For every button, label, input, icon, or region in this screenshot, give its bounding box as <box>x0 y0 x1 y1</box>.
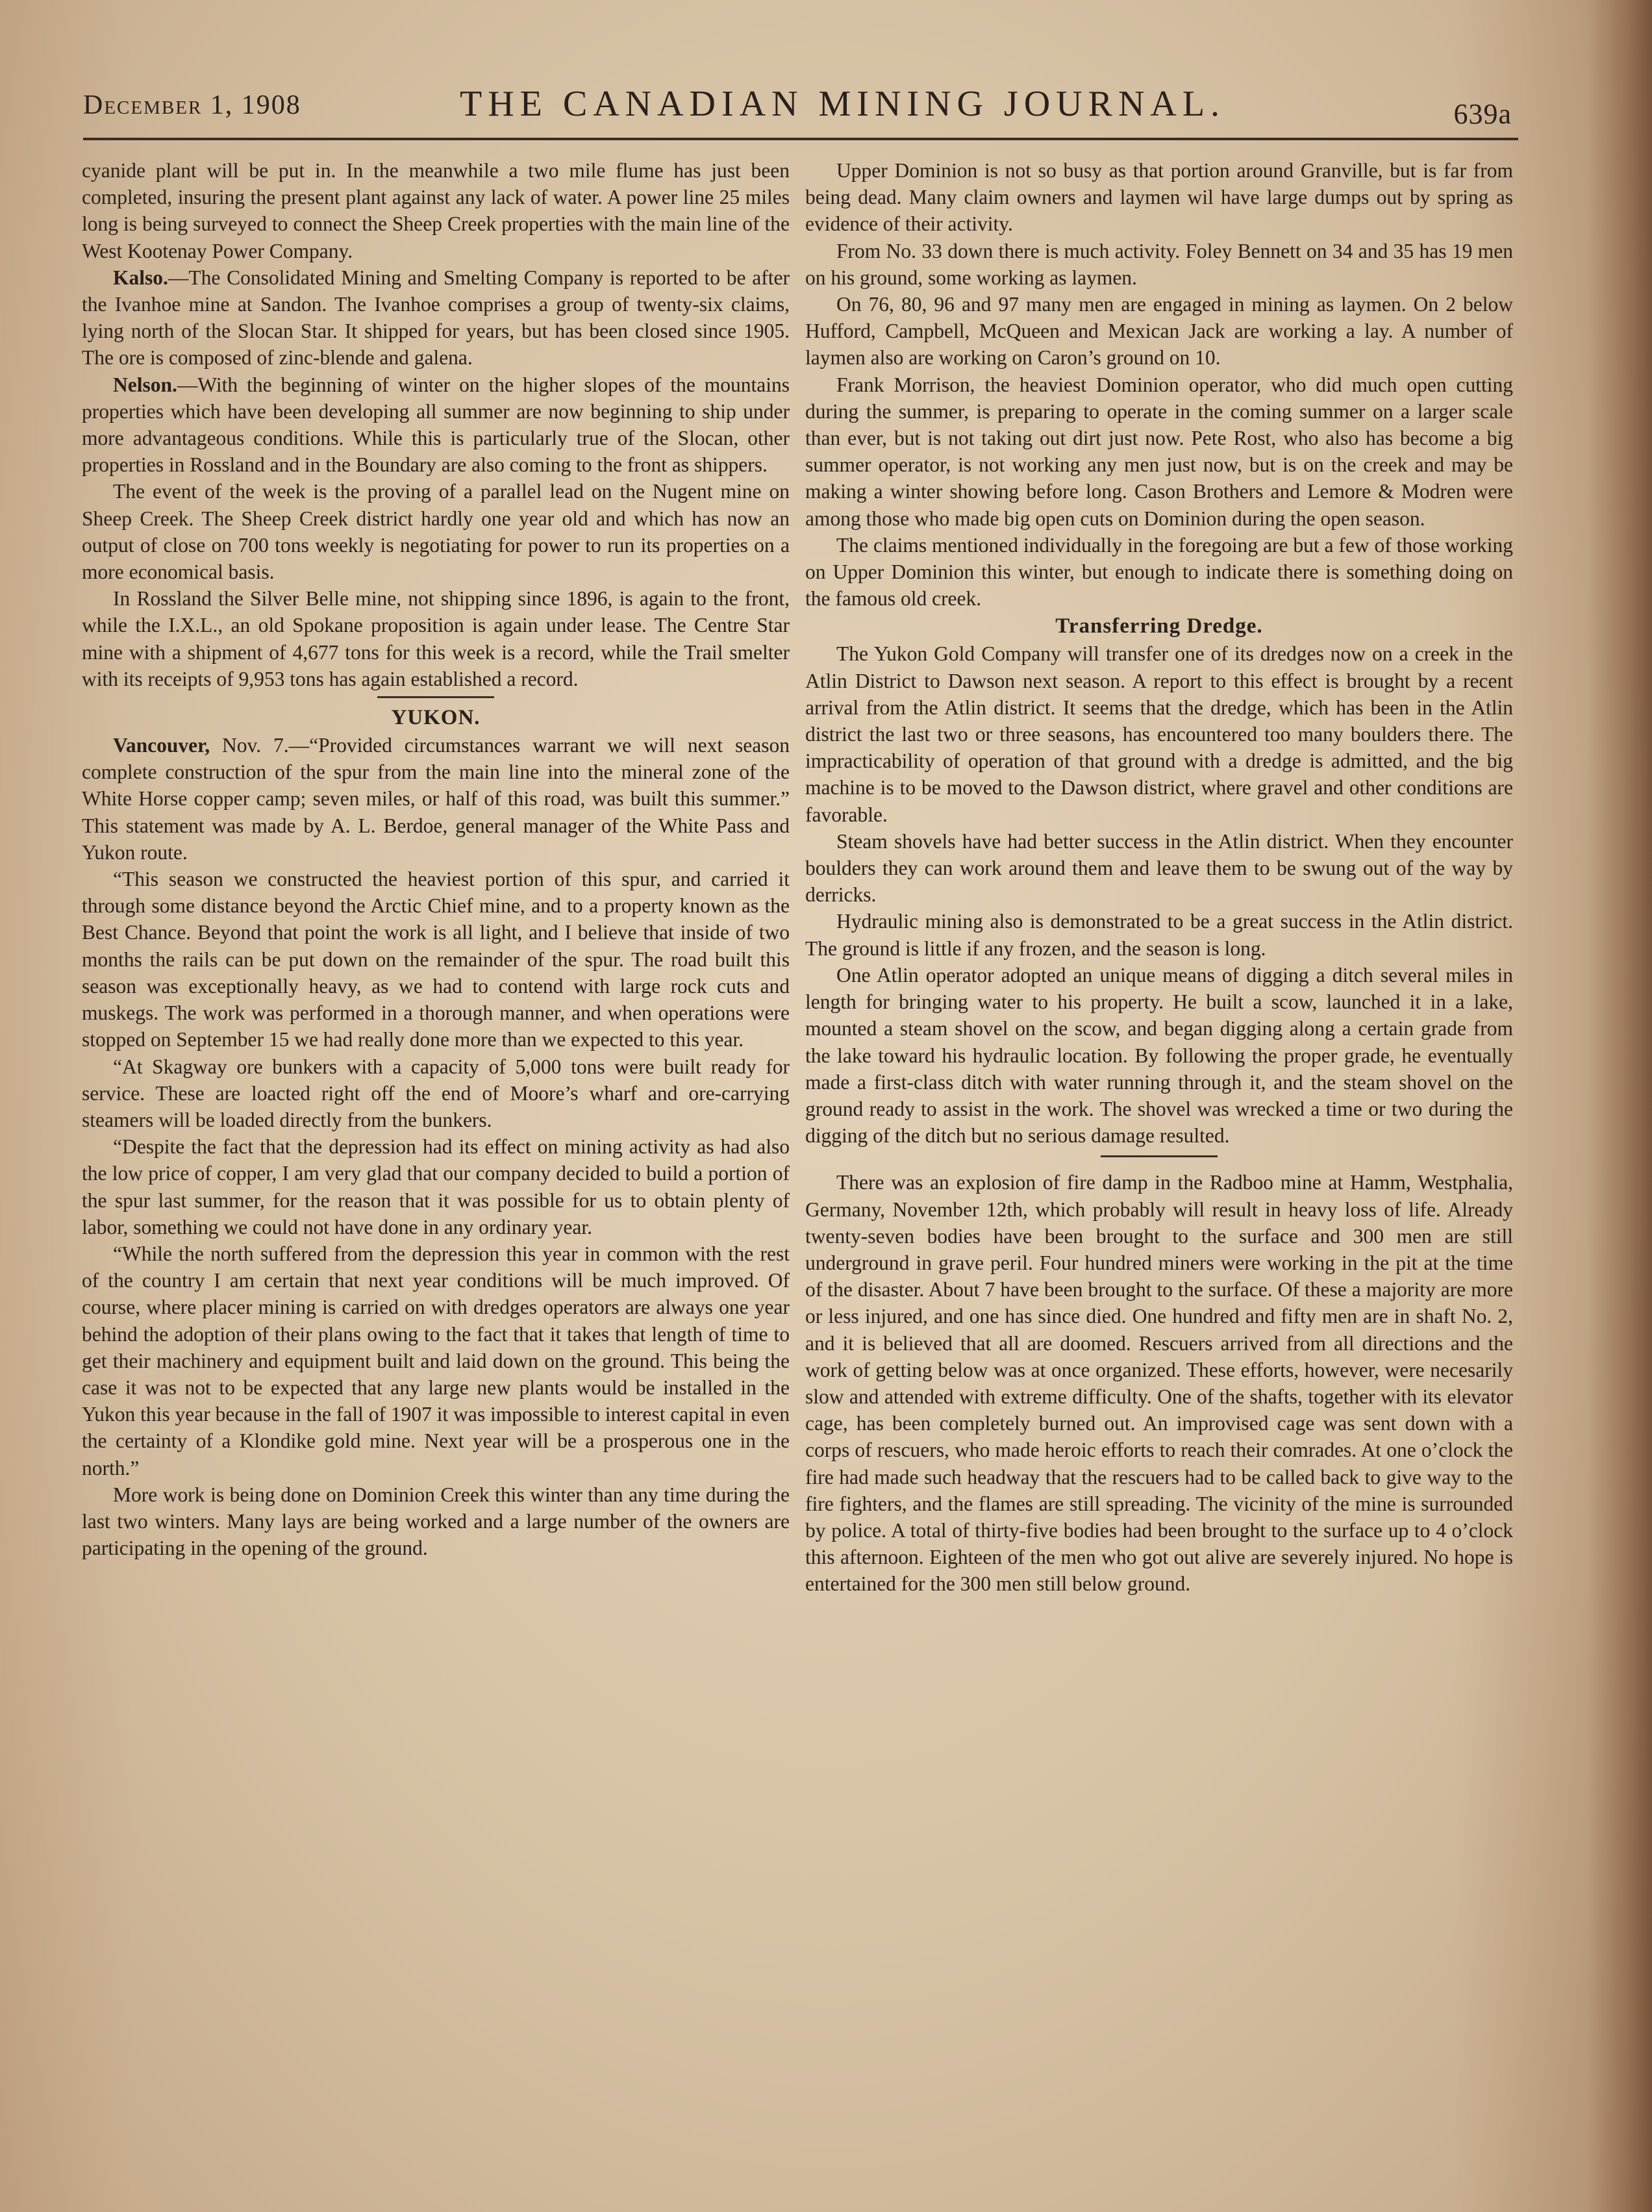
paragraph-quote-depression: “Despite the fact that the depression had its effect on mining activity as had also the low price of copper, I am very glad that our company decided to build a portion of the spur last summer, for the reason that it was possible for us to obtain plenty of labor, something we could not have done in any ordinary year. <box>82 1135 790 1238</box>
paragraph-morrison: Frank Morrison, the heaviest Dominion operator, who did much open cutting during the summer, is preparing to operate in the coming summer on a larger scale than ever, but is not taking out dirt just now. Pete Rost, who also has become a big summer operator, is not working any men just now, but is on the creek and may be making a winter showing before long. Cason Brothers and Lemore & Modren were among those who made big open cuts on Dominion during the open season. <box>805 373 1513 530</box>
header-rule <box>83 138 1518 140</box>
vancouver-text: Nov. 7.—“Provided circumstances warrant we will next season complete construction of the spur from the main line into the mineral zone of the White Horse copper camp; seven miles, or half of this road, was built this summer.” This statement was made by A. L. Berdoe, general manager of the White Pass and Yukon route. <box>82 734 790 864</box>
paragraph-nelson <box>82 371 790 479</box>
paragraph-hydraulic: Hydraulic mining also is demonstrated to be a great success in the Atlin district. The ground is little if any frozen, and the season is long. <box>805 910 1513 960</box>
page-edge-shadow <box>1587 0 1652 2212</box>
section-divider <box>377 696 494 698</box>
nelson-text: —With the beginning of winter on the higher slopes of the mountains properties which have been developing all summer are now beginning to ship under more advantageous conditions. While this is particularly true of the Slocan, other properties in Rossland and in the Boundary are also coming to the front as shippers. <box>82 373 790 477</box>
issue-date: December 1, 1908 <box>83 90 301 120</box>
kalso-text: —The Consolidated Mining and Smelting Company is reported to be after the Ivanhoe mine at Sandon. The Ivanhoe comprises a group of twenty-six claims, lying north of the Slocan Star. It shipped for years, but has been closed since 1905. The ore is composed of zinc-blende and galena. <box>82 266 790 370</box>
section-divider <box>1101 1155 1218 1157</box>
paragraph-atlin-operator: One Atlin operator adopted an unique means of digging a ditch several miles in length for bringing water to his property. He built a scow, launched it in a lake, mounted a steam shovel on the scow, and began digging along a certain grade from the lake toward his hydraulic location. By following the proper grade, he eventually made a first-class ditch with water running through it, and the steam shovel on the ground ready to assist in the work. The shovel was wrecked a time or two during the digging of the ditch but no serious damage resulted. <box>805 963 1513 1148</box>
paragraph-cyanide: cyanide plant will be put in. In the meanwhile a two mile flume has just been completed, insuring the present plant against any lack of water. A power line 25 miles long is being surveyed to connect the Sheep Creek properties with the main line of the West Kootenay Power Company. <box>82 159 790 262</box>
paragraph-kalso <box>82 264 790 371</box>
journal-title: THE CANADIAN MINING JOURNAL. <box>460 84 1226 124</box>
paragraph-vancouver <box>82 732 790 866</box>
paragraph-no-33: From No. 33 down there is much activity. Foley Bennett on 34 and 35 has 19 men on his ground, some working as laymen. <box>805 239 1513 289</box>
nelson-lead: Nelson. <box>113 373 177 396</box>
paragraph-event: The event of the week is the proving of a parallel lead on the Nugent mine on Sheep Creek. The Sheep Creek district hardly one year old and which has now an output of close on 700 tons weekly is negotiating for power to run its properties on a more economical basis. <box>82 480 790 584</box>
paragraph-claims: The claims mentioned individually in the foregoing are but a few of those working on Upper Dominion this winter, but enough to indicate there is something doing on the famous old creek. <box>805 533 1513 610</box>
paragraph-upper-dominion: Upper Dominion is not so busy as that portion around Granville, but is far from being dead. Many claim owners and laymen wil have large dumps out by spring as evidence of their activity. <box>805 159 1513 236</box>
page-header <box>83 83 1512 135</box>
paragraph-quote-skagway: “At Skagway ore bunkers with a capacity of 5,000 tons were built ready for service. These are loacted right off the end of Moore’s wharf and ore-carrying steamers will be loaded directly from the bunkers. <box>82 1055 790 1131</box>
paragraph-dominion-creek: More work is being done on Dominion Creek this winter than any time during the last two winters. Many lays are being worked and a large number of the owners are participating in the opening of the ground. <box>82 1483 790 1560</box>
paragraph-quote-north: “While the north suffered from the depression this year in common with the rest of the country I am certain that next year conditions will be much improved. Of course, where placer mining is carried on with dredges operators are always one year behind the adoption of their plans owing to the fact that it takes that length of time to get their machinery and equipment built and laid down on the ground. This being the case it was not to be expected that any large new plants would be installed in the Yukon this year because in the fall of 1907 it was impossible to interest capital in even the certainty of a Klondike gold mine. Next year will be a prosperous one in the north.” <box>82 1242 790 1479</box>
kalso-lead: Kalso. <box>113 266 168 289</box>
paragraph-rossland: In Rossland the Silver Belle mine, not shipping since 1896, is again to the front, while the I.X.L., an old Spokane proposition is again under lease. The Centre Star mine with a shipment of 4,677 tons for this week is a record, while the Trail smelter with its receipts of 9,953 tons has again established a record. <box>82 587 790 690</box>
paragraph-steam-shovels: Steam shovels have had better success in the Atlin district. When they encounter boulders they can work around them and leave them to be swung out of the way by derricks. <box>805 829 1513 907</box>
paragraph-laymen: On 76, 80, 96 and 97 many men are engaged in mining as laymen. On 2 below Hufford, Campbell, McQueen and Mexican Jack are working a lay. A number of laymen also are working on Caron’s ground on 10. <box>805 293 1513 370</box>
paragraph-quote-season: “This season we constructed the heaviest portion of this spur, and carried it through some distance beyond the Arctic Chief mine, and to a property known as the Best Chance. Beyond that point the work is all light, and I believe that inside of two months the rails can be put down on the remainder of the spur. The road built this season was exceptionally heavy, as we had to contend with large rock cuts and muskegs. The work was performed in a thorough manner, and when operations were stopped on September 15 we had really done more than we expected to this year. <box>82 868 790 1051</box>
paragraph-yukon-gold: The Yukon Gold Company will transfer one of its dredges now on a creek in the Atlin District to Dawson next season. A report to this effect is brought by a recent arrival from the Atlin district. It seems that the dredge, which has been in the Atlin district the last two or three seasons, has encountered too many boulders there. The impracticability of operation of that ground with a dredge is admitted, and the big machine is to be moved to the Dawson district, where gravel and other conditions are favorable. <box>805 642 1513 826</box>
left-column <box>82 157 790 1561</box>
dredge-heading: Transferring Dredge. <box>1055 614 1263 638</box>
right-column <box>805 157 1513 1598</box>
vancouver-lead: Vancouver, <box>113 734 210 757</box>
yukon-heading: YUKON. <box>391 706 481 730</box>
page-number: 639a <box>1453 98 1512 130</box>
paragraph-explosion: There was an explosion of fire damp in the Radboo mine at Hamm, Westphalia, Germany, November 12th, which probably will result in heavy loss of life. Already twenty-seven bodies have been brought to the surface and 300 men are still underground in grave peril. Four hundred miners were working in the pit at the time of the disaster. About 7 have been brought to the surface. Of these a majority are more or less injured, and one has since died. One hundred and fifty men are in shaft No. 2, and it is believed that all are doomed. Rescuers arrived from all directions and the work of getting below was at once organized. These efforts, however, were necesarily slow and attended with extreme difficulty. One of the shafts, together with its elevator cage, has been completely burned out. An improvised cage was sent down with a corps of rescuers, who made heroic efforts to reach their comrades. At one o’clock the fire had made such headway that the rescuers had to be called back to give way to the fire fighters, and the flames are still spreading. The vicinity of the mine is surrounded by police. A total of thirty-five bodies had been brought to the surface up to 4 o’clock this afternoon. Eighteen of the men who got out alive are severely injured. No hope is entertained for the 300 men still below ground. <box>805 1171 1513 1596</box>
